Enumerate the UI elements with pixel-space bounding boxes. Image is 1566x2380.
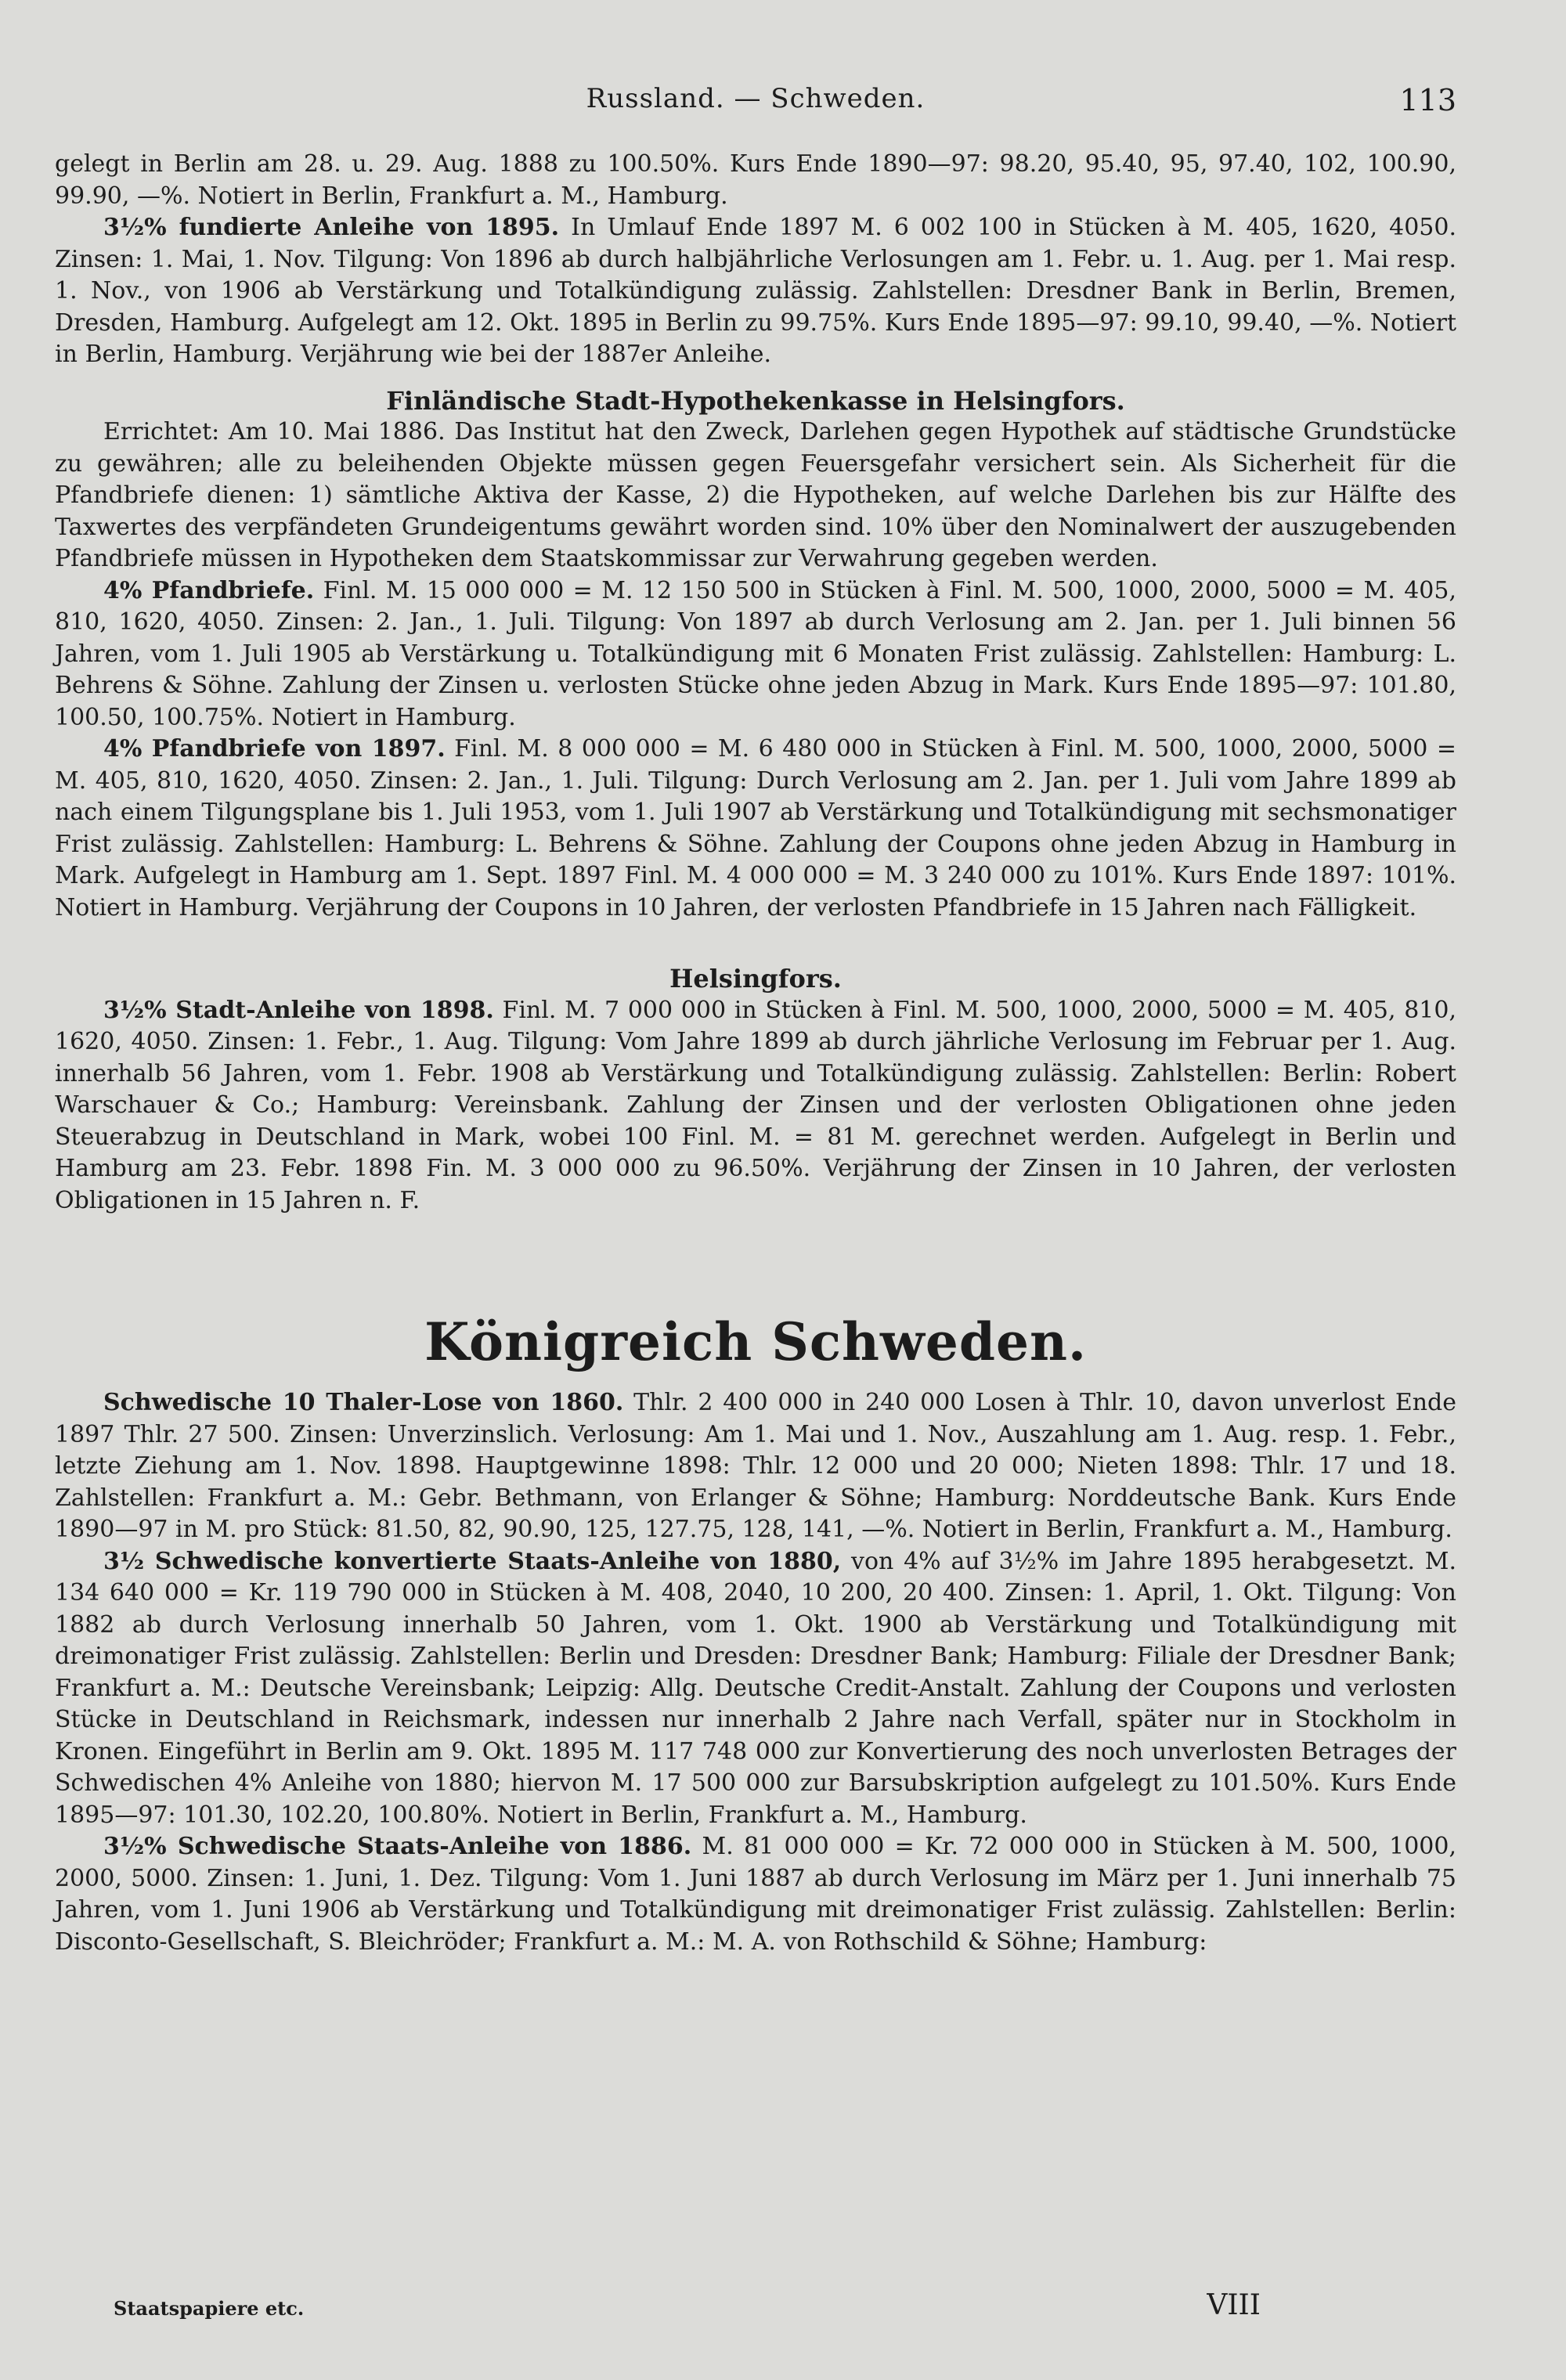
section-heading: Helsingfors. — [669, 964, 842, 993]
paragraph-text: Errichtet: Am 10. Mai 1886. Das Institut hat den Zweck, Darlehen gegen Hypothek auf städtische Grundstücke zu gewähren; alle zu beleihenden Objekte müssen gegen Feuersgefahr versichert sein. Als Sicherheit für die Pfandbriefe dienen: 1) sämtliche Aktiva der Kasse, 2) die Hypotheken, auf welche Darlehen bis zur Hälfte des Taxwertes des verpfändeten Grundeigentums gewährt worden sind. 10% über den Nominalwert der auszugebenden Pfandbriefe müssen in Hypotheken dem Staatskommissar zur Verwahrung gegeben werden. — [55, 418, 1456, 572]
country-heading: Königreich Schweden. — [424, 1311, 1087, 1372]
paragraph-lead: 4% Pfandbriefe. — [103, 576, 315, 604]
paragraph — [55, 1546, 1456, 1832]
section-heading: Finländische Stadt-Hypothekenkasse in Helsingfors. — [386, 385, 1125, 416]
paragraph — [55, 212, 1456, 371]
footer — [114, 2286, 1261, 2325]
running-head — [55, 78, 1456, 125]
footer-signature-label: Staatspapiere etc. — [114, 2297, 305, 2320]
paragraph-text: Finl. M. 15 000 000 = M. 12 150 500 in Stücken à Finl. M. 500, 1000, 2000, 5000 = M. 405, 810, 1620, 4050. Zinsen: 2. Jan., 1. Juli. Tilgung: Von 1897 ab durch Verlosung am 2. Jan. per 1. Juli binnen 56 Jahren, vom 1. Juli 1905 ab Verstärkung u. Totalkündigung mit 6 Monaten Frist zulässig. Zahlstellen: Hamburg: L. Behrens & Söhne. Zahlung der Zinsen u. verlosten Stücke ohne jeden Abzug in Mark. Kurs Ende 1895—97: 101.80, 100.50, 100.75%. Notiert in Hamburg. — [55, 576, 1456, 731]
paragraph-text: von 4% auf 3½% im Jahre 1895 herabgesetzt. M. 134 640 000 = Kr. 119 790 000 in Stücken à M. 408, 2040, 10 200, 20 400. Zinsen: 1. April, 1. Okt. Tilgung: Von 1882 ab durch Verlosung innerhalb 50 Jahren, vom 1. Okt. 1900 ab Verstärkung und Totalkündigung mit dreimonatiger Frist zulässig. Zahlstellen: Berlin und Dresden: Dresdner Bank; Hamburg: Filiale der Dresdner Bank; Frankfurt a. M.: Deutsche Vereinsbank; Leipzig: Allg. Deutsche Credit-Anstalt. Zahlung der Coupons und verlosten Stücke in Deutschland in Reichsmark, indessen nur innerhalb 2 Jahre nach Verfall, später nur in Stockholm in Kronen. Eingeführt in Berlin am 9. Okt. 1895 M. 117 748 000 zur Konvertierung des noch unverlosten Betrages der Schwedischen 4% Anleihe von 1880; hiervon M. 17 500 000 zur Barsubskription aufgelegt zu 101.50%. Kurs Ende 1895—97: 101.30, 102.20, 100.80%. Notiert in Berlin, Frankfurt a. M., Hamburg. — [55, 1547, 1456, 1829]
paragraph — [55, 416, 1456, 575]
running-title: Russland. — Schweden. — [586, 83, 926, 114]
paragraph-lead: 4% Pfandbriefe von 1897. — [103, 735, 446, 763]
text-body — [55, 149, 1456, 1958]
paragraph — [55, 1387, 1456, 1546]
page-number: 113 — [1399, 83, 1456, 117]
paragraph — [55, 734, 1456, 924]
paragraph-lead: 3½ Schwedische konvertierte Staats-Anleihe von 1880, — [103, 1547, 842, 1575]
paragraph — [55, 995, 1456, 1217]
paragraph — [55, 1831, 1456, 1958]
paragraph-text: Finl. M. 8 000 000 = M. 6 480 000 in Stücken à Finl. M. 500, 1000, 2000, 5000 = M. 405, 810, 1620, 4050. Zinsen: 2. Jan., 1. Juli. Tilgung: Durch Verlosung am 2. Jan. per 1. Juli vom Jahre 1899 ab nach einem Tilgungsplane bis 1. Juli 1953, vom 1. Juli 1907 ab Verstärkung und Totalkündigung mit sechsmonatiger Frist zulässig. Zahlstellen: Hamburg: L. Behrens & Söhne. Zahlung der Coupons ohne jeden Abzug in Hamburg in Mark. Aufgelegt in Hamburg am 1. Sept. 1897 Finl. M. 4 000 000 = M. 3 240 000 zu 101%. Kurs Ende 1897: 101%. Notiert in Hamburg. Verjährung der Coupons in 10 Jahren, der verlosten Pfandbriefe in 15 Jahren nach Fälligkeit. — [55, 735, 1457, 921]
paragraph-text: gelegt in Berlin am 28. u. 29. Aug. 1888 zu 100.50%. Kurs Ende 1890—97: 98.20, 95.40, 95, 97.40, 102, 100.90, 99.90, —%. Notiert in Berlin, Frankfurt a. M., Hamburg. — [55, 150, 1456, 210]
paragraph-text: In Umlauf Ende 1897 M. 6 002 100 in Stücken à M. 405, 1620, 4050. Zinsen: 1. Mai, 1. Nov. Tilgung: Von 1896 ab durch halbjährliche Verlosungen am 1. Febr. u. 1. Aug. per 1. Mai resp. 1. Nov., von 1906 ab Verstärkung und Totalkündigung zulässig. Zahlstellen: Dresdner Bank in Berlin, Bremen, Dresden, Hamburg. Aufgelegt am 12. Okt. 1895 in Berlin zu 99.75%. Kurs Ende 1895—97: 99.10, 99.40, —%. Notiert in Berlin, Hamburg. Verjährung wie bei der 1887er Anleihe. — [55, 214, 1456, 368]
paragraph-text: M. 81 000 000 = Kr. 72 000 000 in Stücken à M. 500, 1000, 2000, 5000. Zinsen: 1. Juni, 1. Dez. Tilgung: Vom 1. Juni 1887 ab durch Verlosung im März per 1. Juni innerhalb 75 Jahren, vom 1. Juni 1906 ab Verstärkung und Totalkündigung mit dreimonatiger Frist zulässig. Zahlstellen: Berlin: Disconto-Gesellschaft, S. Bleichröder; Frankfurt a. M.: M. A. von Rothschild & Söhne; Hamburg: — [55, 1833, 1457, 1956]
paragraph-text: Finl. M. 7 000 000 in Stücken à Finl. M. 500, 1000, 2000, 5000 = M. 405, 810, 1620, 4050. Zinsen: 1. Febr., 1. Aug. Tilgung: Vom Jahre 1899 ab durch jährliche Verlosung im Februar per 1. Aug. innerhalb 56 Jahren, vom 1. Febr. 1908 ab Verstärkung und Totalkündigung zulässig. Zahlstellen: Berlin: Robert Warschauer & Co.; Hamburg: Vereinsbank. Zahlung der Zinsen und der verlosten Obligationen ohne jeden Steuerabzug in Deutschland in Mark, wobei 100 Finl. M. = 81 M. gerechnet werden. Aufgelegt in Berlin und Hamburg am 23. Febr. 1898 Fin. M. 3 000 000 zu 96.50%. Verjährung der Zinsen in 10 Jahren, der verlosten Obligationen in 15 Jahren n. F. — [55, 996, 1456, 1214]
paragraph — [55, 149, 1456, 212]
paragraph-lead: Schwedische 10 Thaler-Lose von 1860. — [103, 1389, 624, 1416]
paragraph-lead: 3½% Schwedische Staats-Anleihe von 1886. — [103, 1833, 692, 1860]
paragraph-lead: 3½% Stadt-Anleihe von 1898. — [103, 996, 494, 1024]
paragraph — [55, 575, 1456, 734]
paragraph-text: Thlr. 2 400 000 in 240 000 Losen à Thlr. 10, davon unverlost Ende 1897 Thlr. 27 500. Zinsen: Unverzinslich. Verlosung: Am 1. Mai und 1. Nov., Auszahlung am 1. Aug. resp. 1. Febr., letzte Ziehung am 1. Nov. 1898. Hauptgewinne 1898: Thlr. 12 000 und 20 000; Nieten 1898: Thlr. 17 und 18. Zahlstellen: Frankfurt a. M.: Gebr. Bethmann, von Erlanger & Söhne; Hamburg: Norddeutsche Bank. Kurs Ende 1890—97 in M. pro Stück: 81.50, 82, 90.90, 125, 127.75, 128, 141, —%. Notiert in Berlin, Frankfurt a. M., Hamburg. — [55, 1389, 1456, 1543]
footer-sheet-number: VIII — [1207, 2289, 1261, 2321]
paragraph-lead: 3½% fundierte Anleihe von 1895. — [103, 214, 560, 241]
